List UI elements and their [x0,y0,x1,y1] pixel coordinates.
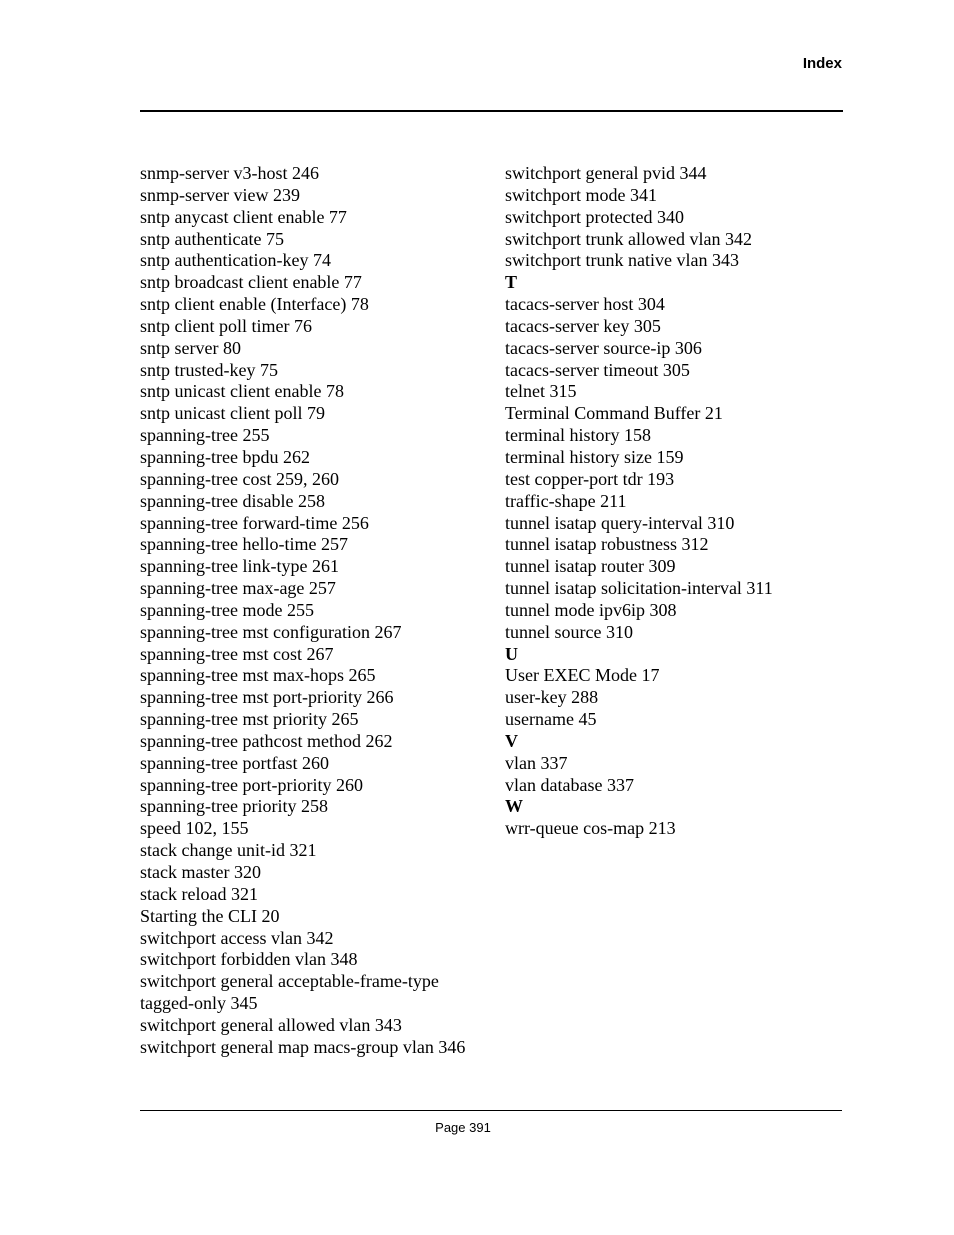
index-entry: sntp unicast client poll 79 [140,403,325,424]
index-entry: tacacs-server host 304 [505,294,665,315]
index-entry: spanning-tree mst configuration 267 [140,621,402,642]
index-entry: Terminal Command Buffer 21 [505,403,723,424]
index-entry: spanning-tree mode 255 [140,599,314,620]
index-letter-heading: W [505,796,523,817]
index-entry: sntp unicast client enable 78 [140,381,344,402]
index-column-left [140,163,477,1059]
index-entry: sntp server 80 [140,337,241,358]
index-entry: User EXEC Mode 17 [505,665,660,686]
index-letter-heading: T [505,272,518,293]
index-entry: vlan database 337 [505,774,634,795]
index-entry: spanning-tree bpdu 262 [140,446,310,467]
index-entry: tunnel isatap solicitation-interval 311 [505,578,773,599]
index-entry-continuation: tagged-only 345 [140,993,258,1014]
index-entry: switchport general pvid 344 [505,163,707,183]
index-entry: spanning-tree max-age 257 [140,578,336,599]
index-entry: spanning-tree link-type 261 [140,556,339,577]
index-letter-heading: U [505,643,518,664]
page-number: Page 391 [435,1120,491,1135]
index-entry: sntp client poll timer 76 [140,315,312,336]
index-entry: switchport access vlan 342 [140,927,334,948]
index-entry: snmp-server view 239 [140,184,300,205]
index-letter-heading: V [505,730,518,751]
index-entry: traffic-shape 211 [505,490,627,511]
index-entry: Starting the CLI 20 [140,905,280,926]
index-entry: tunnel isatap robustness 312 [505,534,709,555]
index-entry: sntp authentication-key 74 [140,250,331,271]
index-entry: switchport protected 340 [505,206,684,227]
index-entry: tunnel isatap query-interval 310 [505,512,735,533]
index-entry: test copper-port tdr 193 [505,468,675,489]
index-entry: switchport general map macs-group vlan 346 [140,1036,466,1057]
index-entry: spanning-tree disable 258 [140,490,325,511]
index-entry: spanning-tree priority 258 [140,796,328,817]
index-entry: spanning-tree 255 [140,425,270,446]
index-entry: spanning-tree hello-time 257 [140,534,348,555]
index-column-right [505,163,825,840]
index-entry: sntp client enable (Interface) 78 [140,294,369,315]
index-entry: switchport trunk allowed vlan 342 [505,228,752,249]
index-entry: switchport general allowed vlan 343 [140,1014,402,1035]
index-entry: switchport mode 341 [505,184,657,205]
index-entry: sntp trusted-key 75 [140,359,278,380]
running-header-title: Index [802,55,842,72]
index-entry: spanning-tree pathcost method 262 [140,730,393,751]
index-entry: terminal history size 159 [505,446,684,467]
index-entry: spanning-tree port-priority 260 [140,774,363,795]
footer-divider [140,1110,842,1111]
index-entry: snmp-server v3-host 246 [140,163,319,183]
index-entry: tacacs-server key 305 [505,315,661,336]
index-entry: switchport forbidden vlan 348 [140,949,358,970]
index-entry: vlan 337 [505,752,568,773]
index-entry: spanning-tree mst max-hops 265 [140,665,376,686]
index-entry: spanning-tree mst cost 267 [140,643,334,664]
index-entry: spanning-tree portfast 260 [140,752,329,773]
index-entry: spanning-tree mst port-priority 266 [140,687,394,708]
index-entry: switchport trunk native vlan 343 [505,250,739,271]
index-entry: tacacs-server source-ip 306 [505,337,702,358]
index-entry: tunnel mode ipv6ip 308 [505,599,677,620]
index-entry: stack master 320 [140,862,261,882]
index-entry: sntp broadcast client enable 77 [140,272,362,293]
index-entry: sntp authenticate 75 [140,228,284,249]
index-entry: wrr-queue cos-map 213 [505,818,676,839]
index-entry: telnet 315 [505,381,577,402]
index-entry: stack reload 321 [140,883,258,904]
index-entry: spanning-tree mst priority 265 [140,709,359,730]
index-entry: stack change unit-id 321 [140,840,317,861]
index-entry: terminal history 158 [505,425,651,446]
index-entry: tacacs-server timeout 305 [505,359,690,380]
index-entry: username 45 [505,709,597,730]
index-entry: tunnel isatap router 309 [505,556,676,577]
index-entry: spanning-tree forward-time 256 [140,512,369,533]
index-entry: tunnel source 310 [505,621,633,642]
index-entry: sntp anycast client enable 77 [140,206,347,227]
header-divider [140,110,843,112]
index-entry: switchport general acceptable-frame-type [140,971,439,992]
index-entry: spanning-tree cost 259, 260 [140,468,339,489]
index-entry: user-key 288 [505,687,599,708]
index-entry: speed 102, 155 [140,818,249,839]
